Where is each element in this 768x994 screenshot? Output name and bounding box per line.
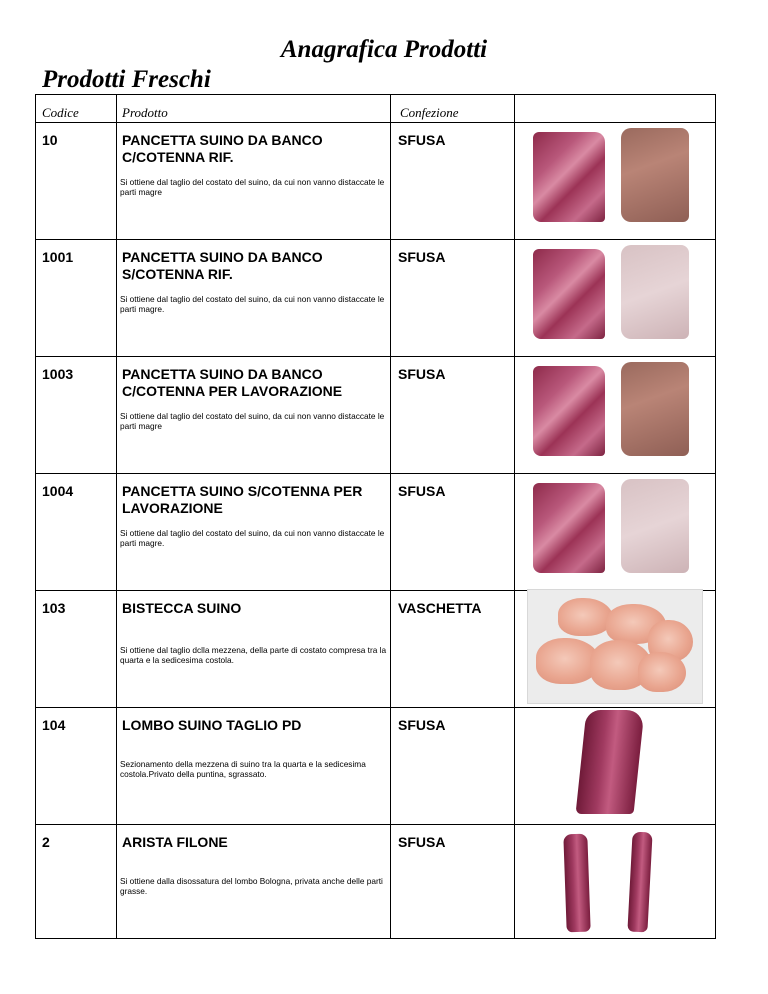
table-row	[36, 239, 715, 356]
product-photo-lean	[533, 249, 605, 339]
product-name: PANCETTA SUINO DA BANCO S/COTENNA RIF.	[122, 249, 323, 282]
product-code: 2	[42, 834, 50, 850]
header-code: Codice	[42, 105, 79, 120]
product-packaging: SFUSA	[398, 366, 446, 382]
product-photo-chops	[527, 589, 703, 704]
product-photo-lean	[533, 132, 605, 222]
product-name: PANCETTA SUINO DA BANCO C/COTENNA PER LAVORAZIONE	[122, 366, 343, 399]
product-code: 1004	[42, 483, 74, 499]
header-packaging: Confezione	[400, 105, 459, 120]
product-name: ARISTA FILONE	[122, 834, 228, 850]
product-name: PANCETTA SUINO DA BANCO C/COTENNA RIF.	[122, 132, 323, 165]
product-photo-skinless	[621, 245, 689, 339]
product-name: PANCETTA SUINO S/COTENNA PER LAVORAZIONE	[122, 483, 363, 516]
product-description: Si ottiene dal taglio dclla mezzena, della parte di costato compresa tra la quarta e la sedicesima costola.	[120, 645, 387, 665]
section-title: Prodotti Freschi	[42, 66, 211, 93]
product-photo-lean	[533, 483, 605, 573]
product-photo-rind	[621, 362, 689, 456]
product-description: Si ottiene dal taglio del costato del suino, da cui non vanno distaccate le parti magre.	[120, 528, 385, 548]
product-name: BISTECCA SUINO	[122, 600, 242, 616]
product-packaging: SFUSA	[398, 834, 446, 850]
product-photo-loin	[576, 710, 645, 814]
table-row	[36, 590, 715, 707]
document-title: Anagrafica Prodotti	[280, 36, 488, 63]
product-description: Si ottiene dal taglio del costato del suino, da cui non vanno distaccate le parti magre.	[120, 294, 385, 314]
product-photo-lean	[533, 366, 605, 456]
product-packaging: SFUSA	[398, 483, 446, 499]
products-table	[35, 94, 716, 939]
product-photo-rind	[621, 128, 689, 222]
product-description: Si ottiene dalla disossatura del lombo Bologna, privata anche delle parti grasse.	[120, 876, 383, 896]
product-packaging: SFUSA	[398, 132, 446, 148]
product-code: 1003	[42, 366, 74, 382]
product-packaging: SFUSA	[398, 717, 446, 733]
product-photo-fillet	[627, 832, 652, 933]
table-row	[36, 707, 715, 824]
product-packaging: VASCHETTA	[398, 600, 482, 616]
product-description: Sezionamento della mezzena di suino tra la quarta e la sedicesima costola.Privato della puntina, sgrassato.	[120, 759, 366, 779]
product-photo-skinless	[621, 479, 689, 573]
header-product: Prodotto	[122, 105, 168, 120]
product-code: 1001	[42, 249, 74, 265]
product-name: LOMBO SUINO TAGLIO PD	[122, 717, 302, 733]
product-code: 103	[42, 600, 66, 616]
product-description: Si ottiene dal taglio del costato del suino, da cui non vanno distaccate le parti magre	[120, 411, 385, 431]
product-code: 10	[42, 132, 58, 148]
table-row	[36, 824, 715, 939]
table-row	[36, 473, 715, 590]
product-packaging: SFUSA	[398, 249, 446, 265]
table-row	[36, 356, 715, 473]
product-code: 104	[42, 717, 66, 733]
table-row	[36, 122, 715, 239]
product-photo-fillet	[563, 834, 590, 933]
product-description: Si ottiene dal taglio del costato del suino, da cui non vanno distaccate le parti magre	[120, 177, 385, 197]
